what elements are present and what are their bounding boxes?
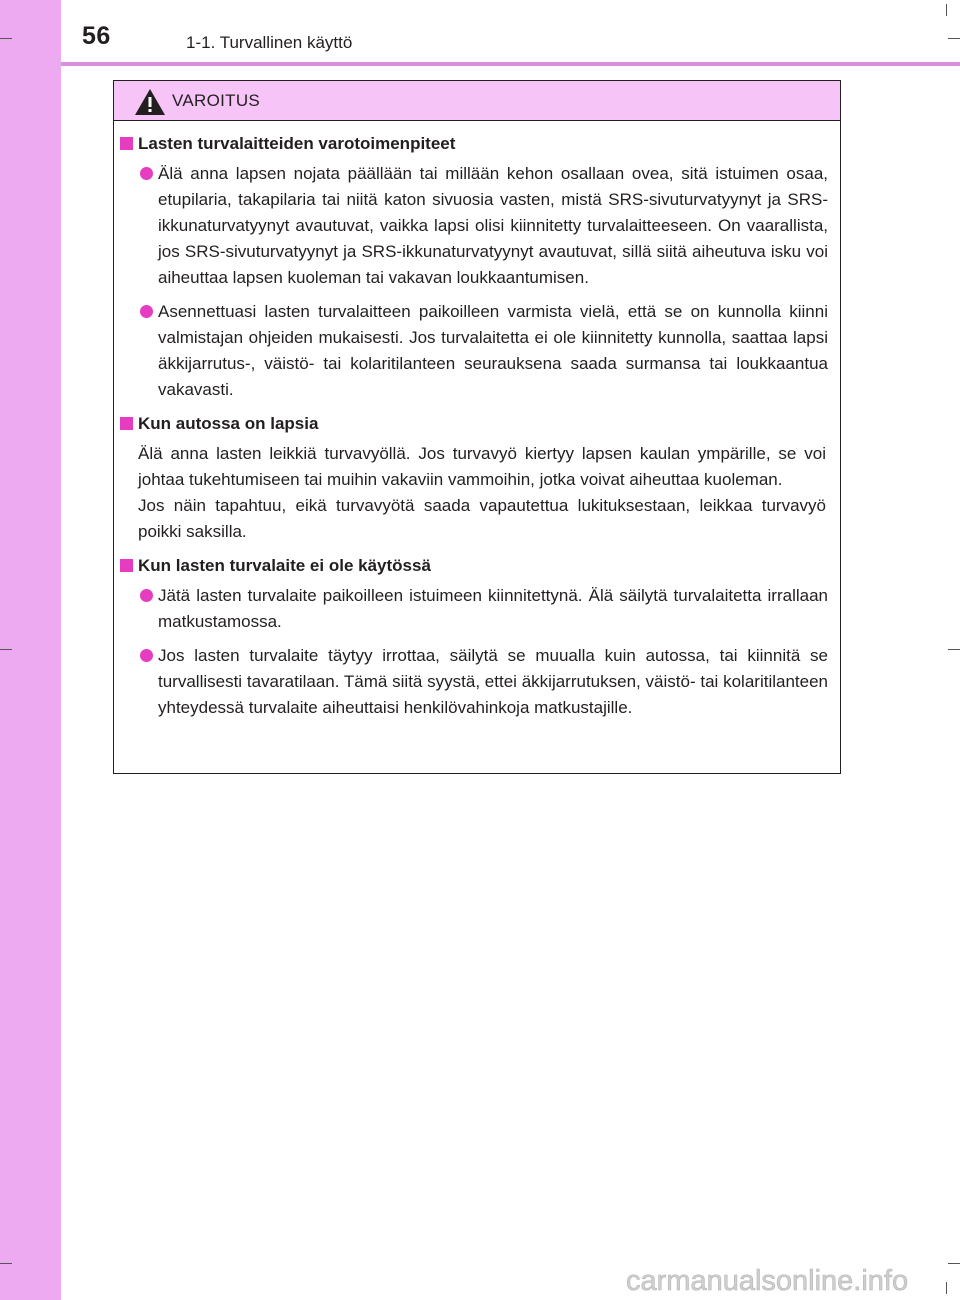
list-item	[114, 299, 840, 403]
warning-label: VAROITUS	[172, 91, 261, 110]
section-heading-text: Kun lasten turvalaite ei ole käytössä	[138, 556, 431, 575]
paragraph: Älä anna lasten leikkiä turvavyöllä. Jos turvavyö kiertyy lapsen kaulan ympärille, se voi johtaa tukehtumiseen tai muihin vakaviin vammoihin, jotka voivat aiheuttaa kuoleman.	[138, 444, 826, 489]
svg-text:carmanualsonline.info: carmanualsonline.info	[626, 1265, 909, 1297]
section-heading	[114, 411, 840, 437]
header-rule	[61, 62, 960, 66]
warning-body	[114, 131, 840, 721]
list-item	[114, 161, 840, 291]
list-item-text: Jos lasten turvalaite täytyy irrottaa, säilytä se muualla kuin autossa, tai kiinnitä se turvallisesti tavaratilaan. Tämä siitä syystä, ettei äkkijarrutuksen, väistö- tai kolaritilanteen yhteydessä turvalaite aiheuttaisi henkilövahinkoja matkustajille.	[158, 646, 828, 717]
crop-mark	[0, 38, 12, 39]
section-heading	[114, 553, 840, 579]
crop-mark	[948, 38, 960, 39]
list-item	[114, 583, 840, 635]
crop-mark	[0, 649, 12, 650]
list-item-text: Asennettuasi lasten turvalaitteen paikoilleen varmista vielä, että se on kunnolla kiinni valmistajan ohjeiden mukaisesti. Jos turvalaitetta ei ole kiinnitetty kunnolla, saattaa lapsi äkkijarrutus-, väistö- tai kolaritilanteen seurauksena saada surmansa tai loukkaantua vakavasti.	[158, 302, 828, 399]
list-item	[114, 643, 840, 721]
crop-mark	[946, 4, 947, 16]
round-bullet-icon	[140, 589, 153, 602]
round-bullet-icon	[140, 167, 153, 180]
watermark-logo	[626, 1262, 956, 1298]
round-bullet-icon	[140, 305, 153, 318]
section-restraint-not-in-use	[114, 553, 840, 721]
section-heading-text: Kun autossa on lapsia	[138, 414, 319, 433]
warning-box	[113, 80, 841, 774]
square-bullet-icon	[120, 417, 133, 430]
section-children-in-car	[114, 411, 840, 545]
square-bullet-icon	[120, 137, 133, 150]
side-color-band	[0, 0, 61, 1300]
warning-header	[114, 81, 840, 121]
square-bullet-icon	[120, 559, 133, 572]
paragraph: Jos näin tapahtuu, eikä turvavyötä saada vapautettua lukituksestaan, leikkaa turvavyö poikki saksilla.	[138, 496, 826, 541]
list-item-text: Jätä lasten turvalaite paikoilleen istuimeen kiinnitettynä. Älä säilytä turvalaitetta irrallaan matkustamossa.	[158, 586, 828, 631]
round-bullet-icon	[140, 649, 153, 662]
crop-mark	[0, 1263, 12, 1264]
section-heading	[114, 131, 840, 157]
warning-triangle-icon	[134, 88, 166, 116]
section-heading-text: Lasten turvalaitteiden varotoimenpiteet	[138, 134, 456, 153]
section-title: 1-1. Turvallinen käyttö	[186, 33, 353, 52]
crop-mark	[948, 649, 960, 650]
section-child-restraint-precautions	[114, 131, 840, 403]
page-number: 56	[82, 22, 111, 50]
list-item-text: Älä anna lapsen nojata päällään tai millään kehon osallaan ovea, sitä istuimen osaa, etupilaria, takapilaria tai niitä katon sivuosia vasten, mistä SRS-sivuturvatyynyt ja SRS-ikkunaturvatyynyt avautuvat, vaikka lapsi olisi kiinnitetty turvalaitteeseen. On vaarallista, jos SRS-sivuturvatyynyt ja SRS-ikkunaturvatyynyt avautuvat, sillä siitä aiheutuva isku voi aiheuttaa lapsen kuoleman tai vakavan loukkaantumisen.	[158, 164, 828, 287]
